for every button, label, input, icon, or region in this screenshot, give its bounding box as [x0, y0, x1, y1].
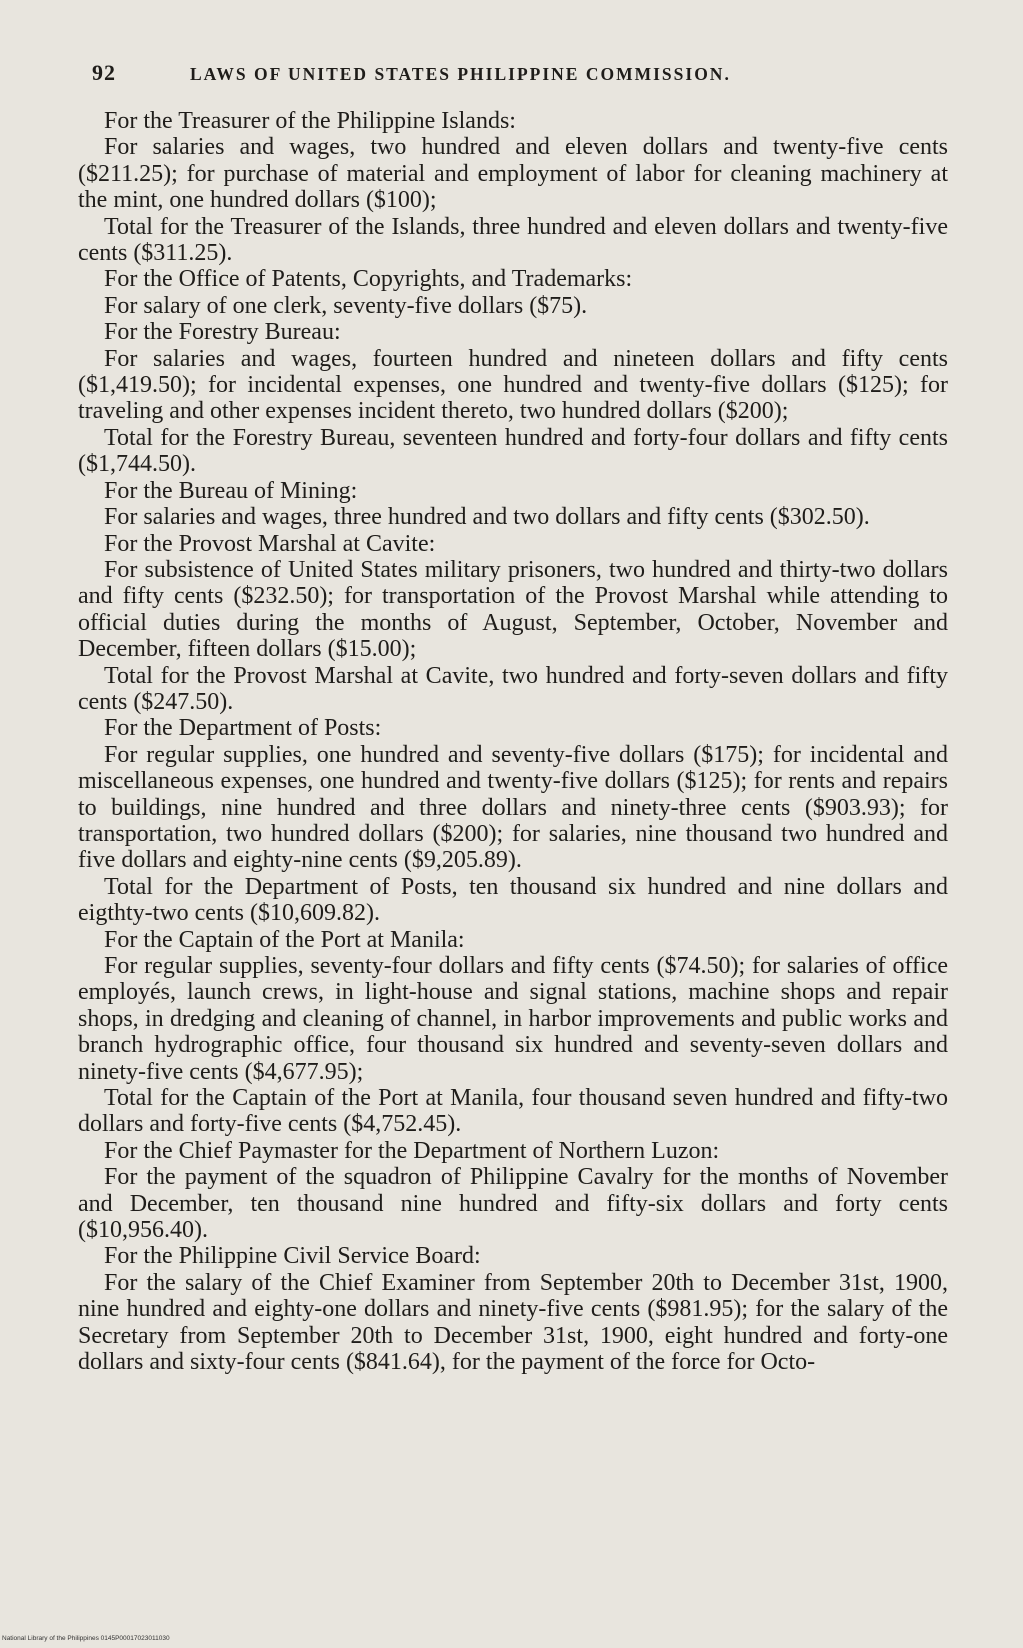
paragraph: Total for the Captain of the Port at Manila, four thousand seven hundred and fifty-two dollars and forty-five cents ($4,752.45). [78, 1085, 948, 1138]
paragraph: Total for the Department of Posts, ten thousand six hundred and nine dollars and eigthty-two cents ($10,609.82). [78, 873, 948, 927]
paragraph: For subsistence of United States military prisoners, two hundred and thirty-two dollars and fifty cents ($232.50); for transportation of the Provost Marshal while attending to official duties during the months of August, September, October, November and December, fifteen dollars ($15.00); [78, 556, 948, 663]
paragraph: For salaries and wages, two hundred and eleven dollars and twenty-five cents ($211.25); for purchase of material and employment of labor for cleaning machinery at the mint, one hundred dollars ($100); [78, 134, 948, 214]
paragraph: For the Captain of the Port at Manila: [104, 926, 465, 953]
paragraph: For the Provost Marshal at Cavite: [104, 530, 436, 557]
paragraph: For the payment of the squadron of Philippine Cavalry for the months of November and December, ten thousand nine hundred and fifty-six dollars and forty cents ($10,956.40). [78, 1164, 948, 1244]
paragraph: For regular supplies, seventy-four dollars and fifty cents ($74.50); for salaries of office employés, launch crews, in light-house and signal stations, machine shops and repair shops, in dredging and cleaning of channel, in harbor improvements and public works and branch hydrographic office, four thousand six hundred and seventy-seven dollars and ninety-five cents ($4,677.95); [78, 953, 948, 1085]
paragraph: For salary of one clerk, seventy-five dollars ($75). [104, 292, 588, 319]
page-number: 92 [92, 60, 116, 85]
paragraph: For salaries and wages, three hundred and two dollars and fifty cents ($302.50). [104, 504, 870, 531]
paragraph: For the Department of Posts: [104, 715, 382, 742]
paragraph: Total for the Forestry Bureau, seventeen hundred and forty-four dollars and fifty cents ($1,744.50). [78, 424, 948, 478]
scan-footer: National Library of the Philippines 0145P00017023011030 [2, 1635, 170, 1642]
paragraph: For salaries and wages, fourteen hundred and nineteen dollars and fifty cents ($1,419.50); for incidental expenses, one hundred and twenty-five dollars ($125); for traveling and other expenses incident thereto, two hundred dollars ($200); [78, 345, 948, 425]
paragraph: For the Bureau of Mining: [104, 477, 358, 504]
paragraph: For the Chief Paymaster for the Department of Northern Luzon: [104, 1137, 720, 1164]
paragraph: For the salary of the Chief Examiner from September 20th to December 31st, 1900, nine hundred and eighty-one dollars and ninety-five cents ($981.95); for the salary of the Secretary from September 20th to December 31st, 1900, eight hundred and forty-one dollars and sixty-four cents ($841.64), for the payment of the force for Octo- [78, 1269, 948, 1376]
paragraph: For the Office of Patents, Copyrights, and Trademarks: [104, 266, 633, 293]
page-header [92, 60, 942, 92]
paragraph: For the Philippine Civil Service Board: [104, 1243, 481, 1270]
paragraph: For the Treasurer of the Philippine Islands: [104, 108, 516, 134]
paragraph: Total for the Provost Marshal at Cavite, two hundred and forty-seven dollars and fifty cents ($247.50). [78, 662, 948, 715]
paragraph: For regular supplies, one hundred and seventy-five dollars ($175); for incidental and miscellaneous expenses, one hundred and twenty-five dollars ($125); for rents and repairs to buildings, nine hundred and three dollars and ninety-three cents ($903.93); for transportation, two hundred dollars ($200); for salaries, nine thousand two hundred and five dollars and eighty-nine cents ($9,205.89). [78, 741, 948, 874]
paragraph: Total for the Treasurer of the Islands, three hundred and eleven dollars and twenty-five cents ($311.25). [78, 213, 948, 267]
page-body [78, 108, 948, 1376]
paragraph: For the Forestry Bureau: [104, 319, 341, 346]
running-head: LAWS OF UNITED STATES PHILIPPINE COMMISSION. [190, 64, 731, 84]
